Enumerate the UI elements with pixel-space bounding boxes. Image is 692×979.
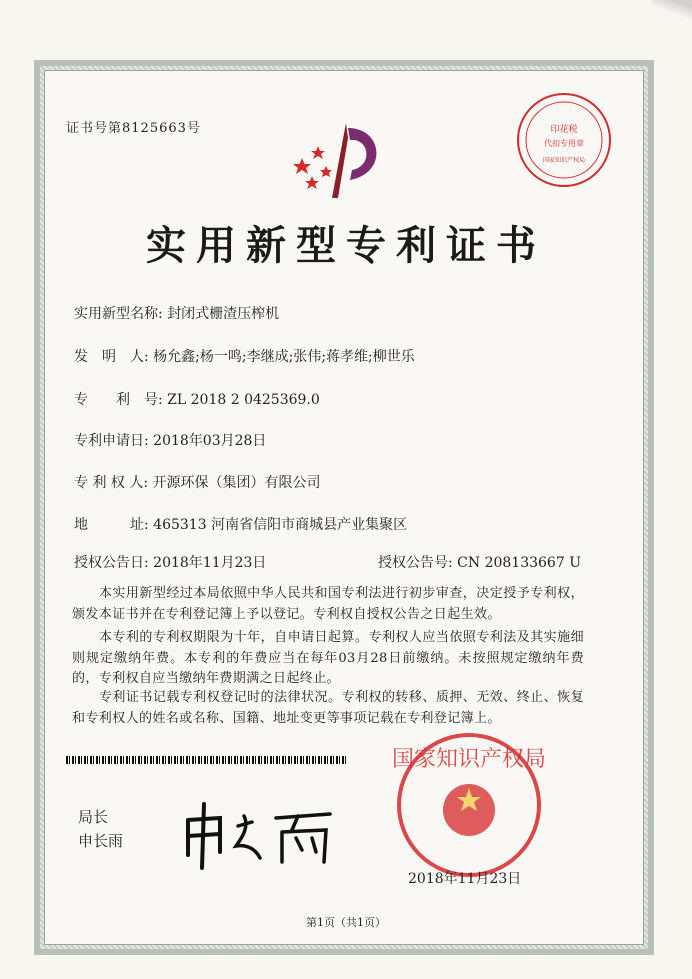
- patentee-row: [74, 472, 321, 492]
- cnipa-official-seal: [394, 730, 544, 884]
- field-label: 地 址:: [74, 517, 149, 533]
- svg-text:国家知识产权局: 国家知识产权局: [394, 747, 544, 772]
- field-value: 2018年03月28日: [153, 433, 267, 449]
- svg-text:代扣专用章: 代扣专用章: [544, 139, 584, 148]
- paragraph-legal-status: 专利证书记载专利权登记时的法律状况。专利权的转移、质押、无效、终止、恢复和专利权人的姓名或名称、国籍、地址变更等事项记载在专利登记簿上。: [72, 690, 584, 726]
- cnipa-logo-icon: [288, 118, 398, 212]
- handwritten-signature: [180, 800, 350, 874]
- inventor-row: [74, 346, 415, 366]
- filing-date-row: [74, 430, 266, 450]
- tax-stamp-seal: [514, 90, 614, 194]
- utility-model-name-row: [74, 303, 279, 323]
- svg-text:国家知识产权局: 国家知识产权局: [542, 157, 586, 164]
- field-value: ZL 2018 2 0425369.0: [167, 392, 320, 408]
- paragraph-grant: 本实用新型经过本局依照中华人民共和国专利法进行初步审查，决定授予专利权，颁发本证书并在专利登记簿上予以登记。专利权自授权公告之日起生效。: [72, 586, 584, 622]
- barcode: [66, 756, 346, 764]
- svg-text:印花税: 印花税: [550, 125, 578, 135]
- grant-date-row: [74, 552, 266, 572]
- field-value: 465313 河南省信阳市商城县产业集聚区: [153, 517, 408, 533]
- page-corner: [652, 0, 692, 20]
- field-label: 授权公告号:: [378, 555, 453, 571]
- field-value: CN 208133667 U: [457, 555, 581, 571]
- field-label: 专 利 权 人:: [74, 475, 149, 491]
- field-value: 封闭式栅渣压榨机: [167, 306, 280, 322]
- patent-number-row: [74, 389, 320, 409]
- director-title: 局长: [78, 808, 109, 826]
- field-label: 专利申请日:: [74, 433, 149, 449]
- certificate-title: 实用新型专利证书: [146, 222, 546, 269]
- field-value: 开源环保（集团）有限公司: [152, 475, 321, 491]
- paragraph-term: 本专利的专利权期限为十年，自申请日起算。专利权人应当依照专利法及其实施细则规定缴纳年费。本专利的年费应当在每年03月28日前缴纳。未按照规定缴纳年费的，专利权自应当缴纳年费期满之日起终止。: [72, 630, 584, 686]
- grant-number-row: [378, 552, 581, 572]
- page-number: 第1页（共1页）: [306, 916, 386, 929]
- certificate-number: 证书号第8125663号: [66, 121, 201, 136]
- address-row: [74, 514, 407, 534]
- field-label: 实用新型名称:: [74, 306, 163, 322]
- issue-date: 2018年11月23日: [408, 871, 522, 887]
- field-value: 杨允鑫;杨一鸣;李继成;张伟;蒋孝维;柳世乐: [153, 349, 415, 365]
- field-label: 专 利 号:: [74, 392, 163, 408]
- field-label: 授权公告日:: [74, 555, 149, 571]
- field-value: 2018年11月23日: [153, 555, 267, 571]
- director-name: 申长雨: [78, 832, 124, 850]
- field-label: 发 明 人:: [74, 349, 149, 365]
